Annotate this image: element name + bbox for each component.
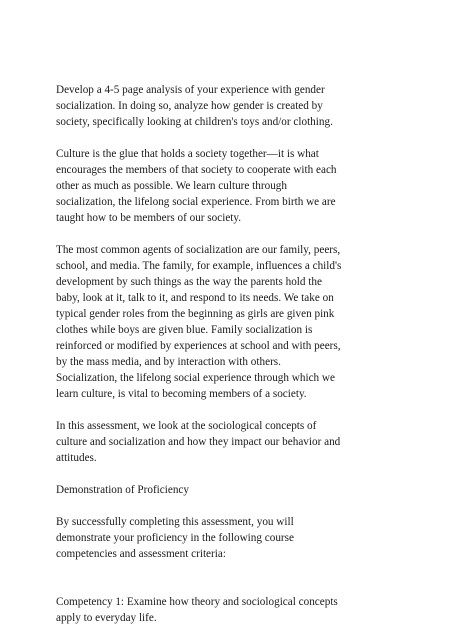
paragraph-assignment-prompt — [56, 82, 406, 130]
text-line: By successfully completing this assessment, you will — [56, 516, 294, 528]
paragraph-proficiency-intro — [56, 514, 406, 562]
text-line: other as much as possible. We learn culture through — [56, 180, 287, 192]
text-line: socialization. In doing so, analyze how gender is created by — [56, 100, 323, 112]
text-line: socialization, the lifelong social experience. From birth we are — [56, 196, 336, 208]
text-line: clothes while boys are given blue. Family socialization is — [56, 324, 313, 336]
text-line: by the mass media, and by interaction with others. — [56, 356, 281, 368]
text-line: Develop a 4-5 page analysis of your experience with gender — [56, 84, 325, 96]
document-body — [56, 82, 406, 642]
text-line: development by such things as the way the parents hold the — [56, 276, 322, 288]
paragraph-competency-1 — [56, 594, 406, 626]
text-line: apply to everyday life. — [56, 612, 157, 624]
text-line: encourages the members of that society to cooperate with each — [56, 164, 337, 176]
text-line: culture and socialization and how they impact our behavior and — [56, 436, 341, 448]
paragraph-culture — [56, 146, 406, 226]
text-line: learn culture, is vital to becoming members of a society. — [56, 388, 307, 400]
text-line: taught how to be members of our society. — [56, 212, 242, 224]
text-line: demonstrate your proficiency in the following course — [56, 532, 294, 544]
text-line: Socialization, the lifelong social experience through which we — [56, 372, 335, 384]
paragraph-agents-of-socialization — [56, 242, 406, 402]
text-line: Competency 1: Examine how theory and sociological concepts — [56, 596, 338, 608]
text-line: society, specifically looking at children's toys and/or clothing. — [56, 116, 333, 128]
text-line: competencies and assessment criteria: — [56, 548, 226, 560]
paragraph-assessment-overview — [56, 418, 406, 466]
text-line: attitudes. — [56, 452, 97, 464]
section-heading-demonstration — [56, 482, 406, 498]
text-line: The most common agents of socialization are our family, peers, — [56, 244, 341, 256]
text-line: school, and media. The family, for example, influences a child's — [56, 260, 342, 272]
blank-line — [56, 578, 406, 594]
text-line: typical gender roles from the beginning as girls are given pink — [56, 308, 335, 320]
text-line: Culture is the glue that holds a society together—it is what — [56, 148, 319, 160]
text-line: Demonstration of Proficiency — [56, 484, 189, 496]
text-line: baby, look at it, talk to it, and respond to its needs. We take on — [56, 292, 334, 304]
text-line: In this assessment, we look at the sociological concepts of — [56, 420, 317, 432]
text-line: reinforced or modified by experiences at school and with peers, — [56, 340, 341, 352]
